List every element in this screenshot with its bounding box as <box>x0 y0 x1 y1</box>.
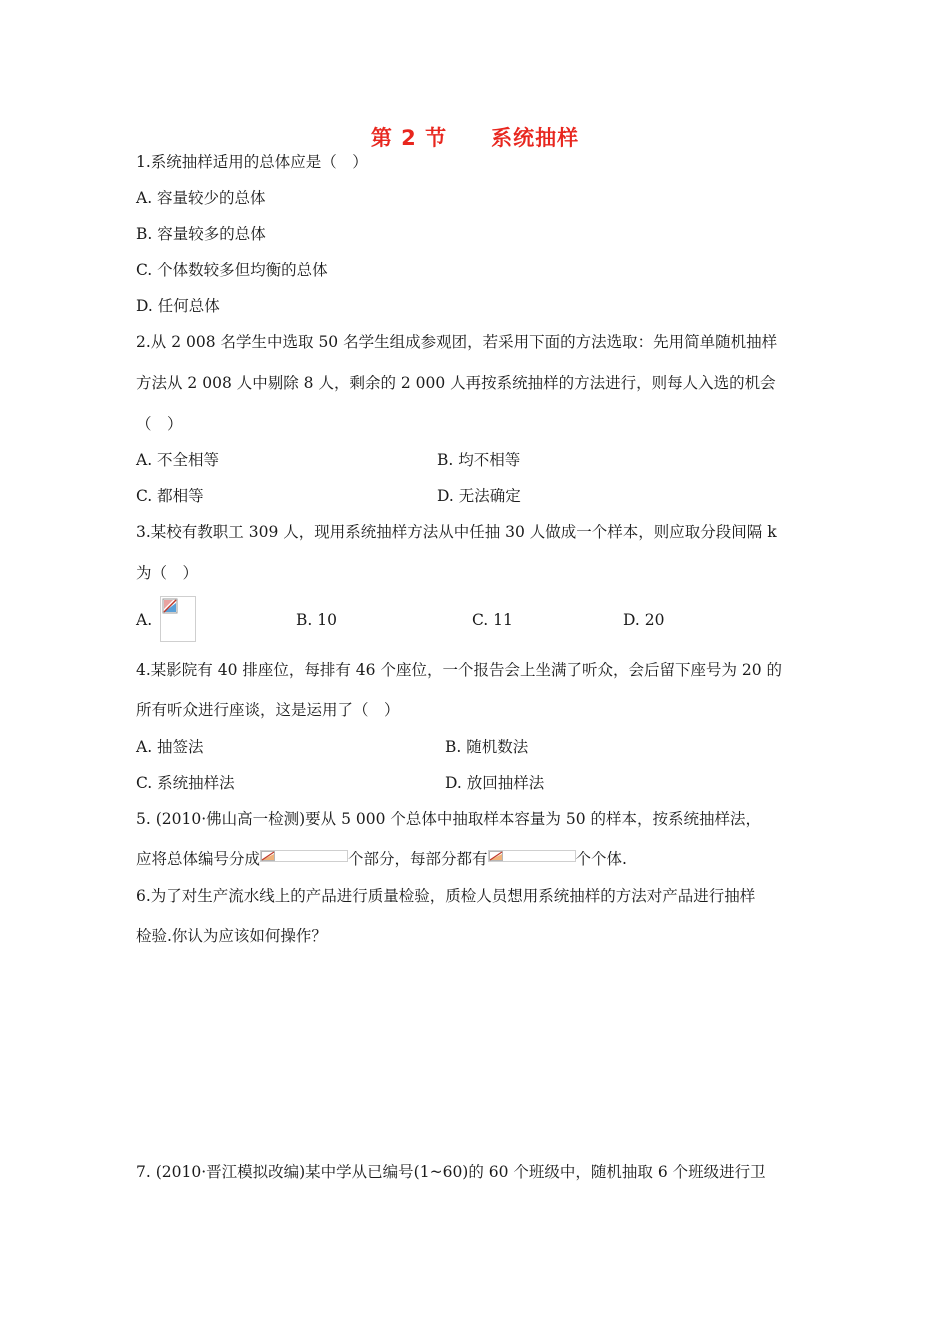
question-1-option-c: C. 个体数较多但均衡的总体 <box>136 261 328 279</box>
question-4-option-c: C. 系统抽样法 <box>136 774 235 792</box>
question-2-option-b: B. 均不相等 <box>437 451 521 469</box>
question-2-line-1: 2.从 2 008 名学生中选取 50 名学生组成参观团，若采用下面的方法选取：先用简单随机抽样 <box>136 333 778 351</box>
answer-blank-1 <box>260 850 348 862</box>
image-placeholder-icon <box>489 851 503 861</box>
section-name: 系统抽样 <box>491 126 580 150</box>
question-3-line-1: 3.某校有教职工 309 人，现用系统抽样方法从中任抽 30 人做成一个样本，则应取分段间隔 k <box>136 523 777 541</box>
question-4-option-a: A. 抽签法 <box>136 738 204 756</box>
image-placeholder-icon <box>261 851 275 861</box>
broken-image-icon <box>160 596 196 642</box>
question-2-line-2: 方法从 2 008 人中剔除 8 人，剩余的 2 000 人再按系统抽样的方法进行，则每人入选的机会 <box>136 374 776 392</box>
question-1-option-b: B. 容量较多的总体 <box>136 225 266 243</box>
question-1-stem: 1.系统抽样适用的总体应是（ ） <box>136 153 368 171</box>
question-3-option-d: D. 20 <box>623 611 665 629</box>
question-2-option-a: A. 不全相等 <box>136 451 220 469</box>
question-6-line-1: 6.为了对生产流水线上的产品进行质量检验，质检人员想用系统抽样的方法对产品进行抽样 <box>136 887 756 905</box>
question-5-text-b: 个部分，每部分都有 <box>348 850 488 868</box>
question-7-line-1: 7. (2010·晋江模拟改编)某中学从已编号(1~60)的 60 个班级中，随机抽取 6 个班级进行卫 <box>136 1163 766 1181</box>
question-5-line-1: 5. (2010·佛山高一检测)要从 5 000 个总体中抽取样本容量为 50 的样本，按系统抽样法， <box>136 810 761 828</box>
answer-blank-2 <box>488 850 576 862</box>
question-2-option-d: D. 无法确定 <box>437 487 521 505</box>
question-4-line-1: 4.某影院有 40 排座位，每排有 46 个座位，一个报告会上坐满了听众，会后留下座号为 20 的 <box>136 661 783 679</box>
question-3-option-b: B. 10 <box>296 611 337 629</box>
section-number: 第 2 节 <box>370 126 448 150</box>
question-4-option-d: D. 放回抽样法 <box>445 774 545 792</box>
question-6-line-2: 检验.你认为应该如何操作？ <box>136 927 327 945</box>
section-title <box>0 122 950 152</box>
question-4-option-b: B. 随机数法 <box>445 738 529 756</box>
question-5-text-a: 应将总体编号分成 <box>136 850 261 868</box>
question-2-line-3: （ ） <box>136 415 183 433</box>
question-1-option-a: A. 容量较少的总体 <box>136 189 266 207</box>
question-2-option-c: C. 都相等 <box>136 487 204 505</box>
question-3-option-c: C. 11 <box>472 611 513 629</box>
question-5-line-2 <box>136 849 627 869</box>
question-3-line-2: 为（ ） <box>136 564 199 582</box>
question-3-option-a: A. <box>136 611 153 629</box>
image-placeholder-icon <box>162 598 178 614</box>
question-4-line-2: 所有听众进行座谈，这是运用了（ ） <box>136 701 400 719</box>
question-1-option-d: D. 任何总体 <box>136 297 220 315</box>
question-5-text-c: 个个体. <box>575 850 627 868</box>
